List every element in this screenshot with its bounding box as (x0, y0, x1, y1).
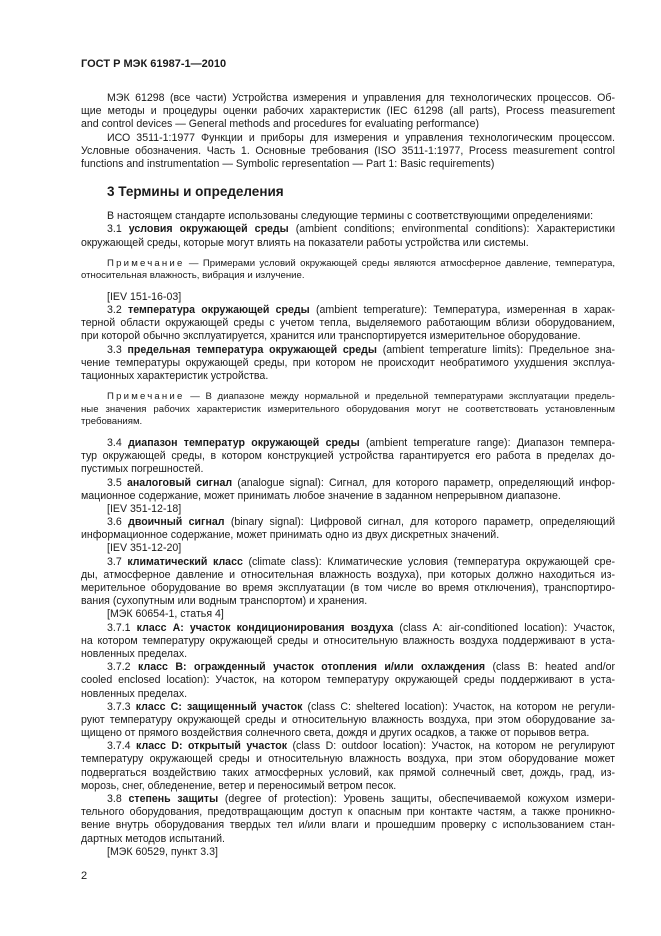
term-definition-text: (ambient temperature range): Диапазон темпера- (359, 436, 615, 449)
text-line: ИСО 3511-1:1977 Функции и приборы для измерения и управления технологическим процессом. (107, 131, 615, 144)
text-line: [IEV 151-16-03] (107, 290, 182, 303)
text-line (81, 622, 615, 635)
term-name: аналоговый сигнал (126, 476, 233, 489)
term-definition (81, 516, 615, 542)
term-definition-text: (ambient temperature): Температура, измеренная в харак- (309, 304, 615, 317)
term-name: степень защиты (128, 793, 219, 806)
text-line: тационных характеристик устройства. (81, 370, 269, 382)
text-line: чение температуры окружающей среды, при котором не происходит необратимого ухудшения эксплуа- (81, 356, 615, 369)
text-line (81, 223, 615, 236)
term-name: предельная температура окружающей среды (127, 343, 377, 356)
term-name: двоичный сигнал (128, 516, 225, 529)
term-number: 3.2 (107, 304, 122, 317)
text-line: щие методы и процедуры оценки рабочих характеристик (IEC 61298 (all parts), Process measurement (81, 105, 615, 118)
term-name: температура окружающей среды (128, 304, 310, 317)
term-definition (81, 556, 615, 609)
text-line: на котором температуру окружающей среды и относительную влажность воздуха поддерживают в уста- (81, 634, 615, 647)
page-number: 2 (81, 870, 88, 882)
term-name: диапазон температур окружающей среды (128, 436, 360, 449)
term-definition (81, 437, 615, 477)
text-line: ды, атмосферное давление и относительная влажность воздуха), при которых должно находиться из- (81, 568, 615, 581)
text-line: МЭК 61298 (все части) Устройства измерения и управления для технологических процессов. Об- (107, 92, 615, 104)
paragraph (81, 503, 615, 516)
text-line: functions and instrumentation — Symbolic representation — Part 1: Basic requirements) (81, 157, 495, 170)
term-definition (81, 701, 615, 741)
note-text: — В диапазоне между нормальной и предельной температурами эксплуатации предель- (184, 391, 615, 403)
text-line (81, 437, 615, 450)
text-line: относительная влажность, вибрация и излучение. (81, 270, 305, 282)
text-line: новленных пределах. (81, 647, 188, 660)
term-definition (81, 793, 615, 846)
text-line (81, 391, 615, 404)
text-line: терной области окружающей среды с учетом тепла, выделяемого работающим вблизи оборудованием, (81, 317, 615, 330)
text-line (81, 661, 615, 674)
term-number: 3.6 (107, 516, 122, 529)
note-text: — Примерами условий окружающей среды являются атмосферное давление, температура, (184, 257, 615, 269)
note-label: Примечание (107, 391, 185, 403)
text-line (81, 344, 615, 357)
text-line: вение внутрь оборудования твердых тел и/или влаги и прошедшим проверку с использованием стан- (81, 819, 615, 832)
text-line (81, 477, 615, 490)
text-line: [IEV 351-12-20] (107, 542, 182, 555)
term-number: 3.5 (107, 476, 122, 489)
paragraph (81, 291, 615, 304)
term-name: класс С: защищенный участок (135, 700, 303, 713)
paragraph (81, 132, 615, 172)
text-line: [МЭК 60529, пункт 3.3] (107, 845, 218, 858)
text-line: руют температуру окружающей среды и относительную влажность воздуха, при этом оборудование за- (81, 713, 615, 726)
text-line (81, 556, 615, 569)
term-definition-text: (analogue signal): Сигнал, для которого параметр, определяющий инфор- (232, 476, 615, 489)
text-line: окружающей среды, которые могут влиять на показатели работы устройства или системы. (81, 236, 529, 249)
text-line: and control devices — General methods and procedures for evaluating performance) (81, 118, 480, 131)
term-definition-text: (class D: outdoor location): Участок, на котором не регулируют (287, 740, 615, 753)
term-definition-text: (ambient temperature limits): Предельное зна- (376, 343, 615, 356)
term-number: 3.7.2 (107, 661, 131, 674)
term-definition (81, 477, 615, 503)
term-number: 3.7.3 (107, 700, 131, 713)
text-line: cooled enclosed location): Участок, на котором температуру окружающей среды поддерживают в уста- (81, 674, 615, 687)
term-number: 3.1 (107, 223, 122, 236)
document-body (81, 92, 615, 859)
text-line: Условные обозначения. Часть 1. Основные требования (ISO 3511-1:1977, Process measurement control (81, 144, 615, 157)
text-line (81, 516, 615, 529)
paragraph (81, 608, 615, 621)
text-line (81, 793, 615, 806)
term-definition (81, 344, 615, 384)
term-name: класс В: огражденный участок отопления и/или охлаждения (138, 661, 486, 674)
document-header: ГОСТ Р МЭК 61987-1—2010 (81, 58, 227, 70)
text-line (81, 740, 615, 753)
text-line: морозь, снег, обледенение, ветер и переносимый ветром песок. (81, 779, 397, 792)
term-definition-text: (class C: sheltered location): Участок, на котором не регули- (302, 700, 615, 713)
text-line: мационное содержание, может принимать любое значение в заданном непрерывном диапазоне. (81, 489, 561, 502)
paragraph (81, 846, 615, 859)
text-line (81, 701, 615, 714)
text-line: информационное содержание, может принимать одно из двух дискретных значений. (81, 529, 500, 542)
text-line: новленных пределах. (81, 687, 188, 700)
note-label: Примечание (107, 257, 185, 269)
term-definition-text: (class B: heated and/or (485, 661, 616, 674)
term-name: класс D: открытый участок (136, 740, 288, 753)
term-definition-text: (climate class): Климатические условия (температура окружающей сре- (242, 555, 615, 568)
text-line: при которой обычно эксплуатируется, хранится или транспортируется измерительное оборудование. (81, 330, 581, 343)
paragraph (81, 92, 615, 132)
text-line: В настоящем стандарте использованы следующие термины с соответствующими определениями: (107, 210, 594, 223)
term-definition (81, 661, 615, 701)
text-line: тельного оборудования, предотвращающим доступ к опасным при контакте частям, а также проникно- (81, 806, 615, 819)
term-name: класс А: участок кондиционирования воздуха (136, 621, 394, 634)
note-paragraph (81, 391, 615, 429)
section-heading: 3 Термины и определения (107, 184, 284, 200)
text-line: пустимых погрешностей. (81, 463, 204, 476)
term-definition-text: (ambient conditions; environmental conditions): Характеристики (288, 223, 616, 236)
term-definition (81, 740, 615, 793)
term-definition (81, 622, 615, 662)
text-line: подвергаться воздействию таких атмосферных условий, как прямой солнечный свет, дождь, град, из- (81, 766, 615, 779)
term-number: 3.4 (107, 436, 122, 449)
text-line: ные значения рабочих характеристик измерительного оборудования могут не соответствовать установленным (81, 403, 615, 415)
paragraph (81, 542, 615, 555)
note-paragraph (81, 258, 615, 283)
term-definition-text: (degree of protection): Уровень защиты, обеспечиваемой кожухом измери- (218, 793, 615, 806)
term-number: 3.7.4 (107, 740, 131, 753)
term-name: условия окружающей среды (128, 223, 289, 236)
text-line: [IEV 351-12-18] (107, 502, 182, 515)
text-line (81, 258, 615, 271)
term-number: 3.8 (107, 793, 122, 806)
text-line: щищено от прямого воздействия солнечного света, дождя и других осадков, а также от порывов ветра. (81, 727, 590, 740)
text-line: [МЭК 60654-1, статья 4] (107, 608, 224, 621)
term-number: 3.7.1 (107, 621, 131, 634)
text-line: вания (сухопутным или водным транспортом) и хранения. (81, 595, 368, 608)
term-definition-text: (class A: air-conditioned location): Участок, (393, 621, 616, 634)
term-definition (81, 304, 615, 344)
text-line: мерительное оборудование во время эксплуатации (в том числе во время отключения), транспортиро- (81, 582, 615, 595)
term-definition (81, 223, 615, 249)
term-name: климатический класс (127, 555, 243, 568)
term-number: 3.3 (107, 343, 122, 356)
document-page (81, 57, 615, 859)
term-number: 3.7 (107, 555, 122, 568)
text-line: требованиям. (81, 416, 143, 428)
text-line (81, 304, 615, 317)
text-line: дартных методов испытаний. (81, 832, 225, 845)
term-definition-text: (binary signal): Цифровой сигнал, для которого параметр, определяющий (224, 516, 615, 529)
paragraph (81, 210, 615, 223)
text-line: тур окружающей среды, в котором конструкцией устройства гарантируется его работа в пределах до- (81, 450, 615, 463)
text-line: температуру окружающей среды и относительную влажность воздуха, при этом оборудование может (81, 753, 615, 766)
